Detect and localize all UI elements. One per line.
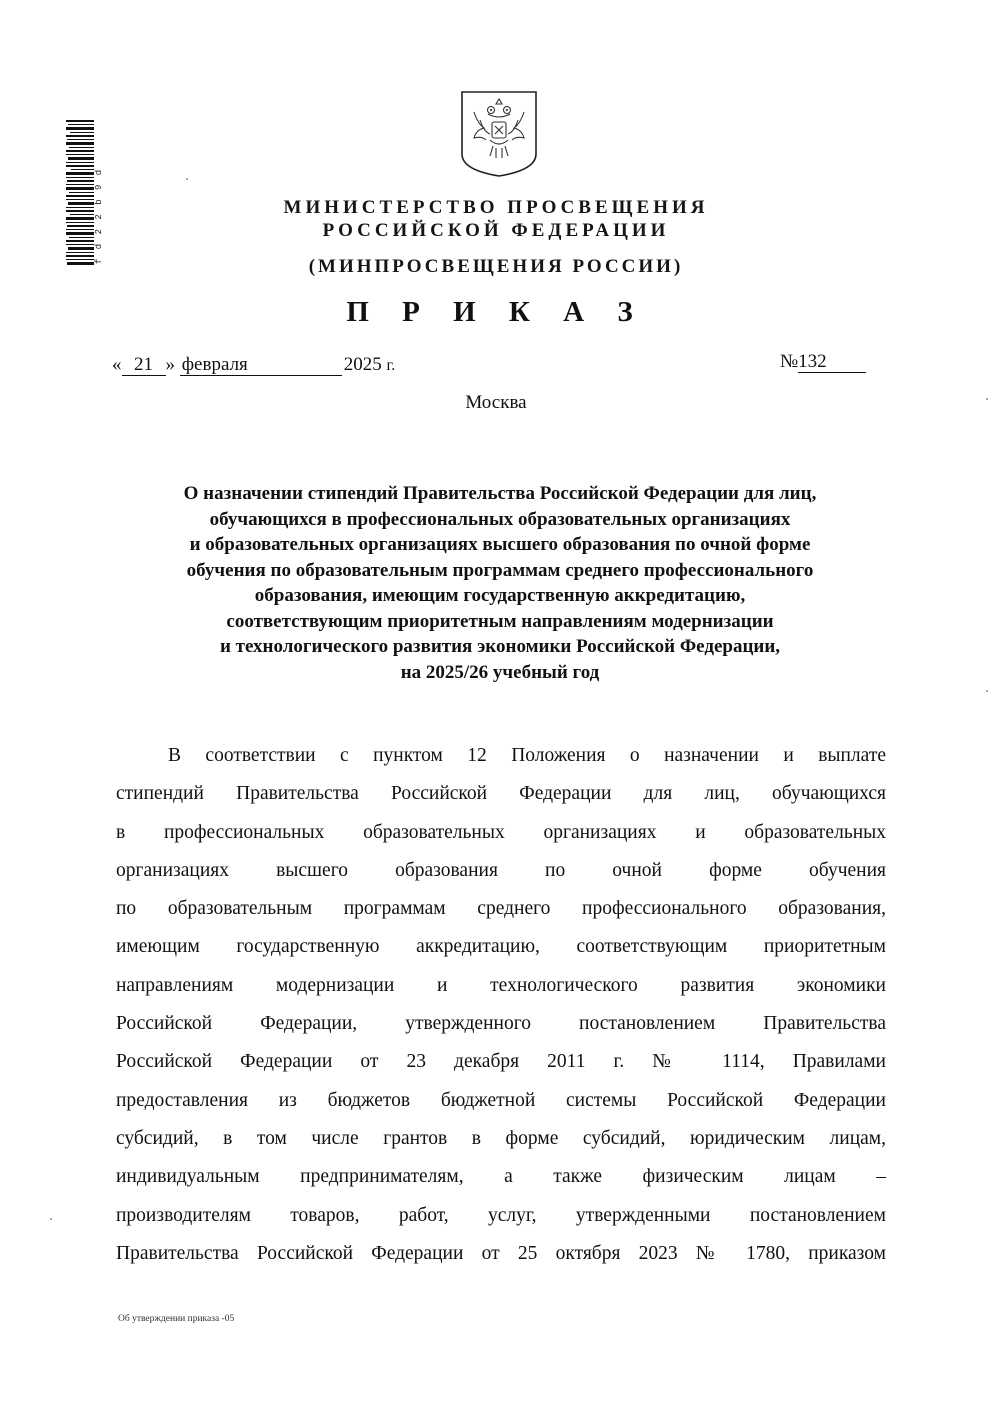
scan-speck: [986, 398, 988, 400]
subject-line: на 2025/26 учебный год: [400, 661, 600, 683]
subject-line: обучения по образовательным программам среднего профессионального: [186, 559, 814, 581]
body-line: по образовательным программам среднего профессионального образования,: [116, 898, 886, 920]
body-line: предоставления из бюджетов бюджетной системы Российской Федерации: [116, 1089, 886, 1111]
date-year-suffix: г.: [386, 357, 396, 374]
subject-line: О назначении стипендий Правительства Российской Федерации для лиц,: [183, 483, 817, 504]
body-line: стипендий Правительства Российской Федерации для лиц, обучающихся: [116, 783, 886, 805]
date-year: 2025: [343, 354, 382, 375]
body-line: производителям товаров, работ, услуг, утвержденными постановлением: [116, 1204, 886, 1226]
ministry-short-name: (МИНПРОСВЕЩЕНИЯ РОССИИ): [308, 256, 684, 277]
subject-line: соответствующим приоритетным направлениям модернизации: [226, 610, 774, 632]
scan-speck: [50, 1218, 52, 1220]
scan-speck: [186, 178, 188, 180]
body-line: организациях высшего образования по очной форме обучения: [116, 859, 886, 881]
date-month: февраля: [180, 355, 342, 376]
number-value: 132: [798, 352, 866, 373]
city: Москва: [465, 392, 527, 413]
ministry-name-line2: РОССИЙСКОЙ ФЕДЕРАЦИИ: [322, 220, 670, 241]
coat-of-arms-icon: [460, 90, 538, 178]
body-line: Правительства Российской Федерации от 25 октября 2023 № 1780, приказом: [116, 1242, 886, 1264]
subject-line: обучающихся в профессиональных образовательных организациях: [209, 508, 791, 530]
footer-note: Об утверждении приказа -05: [118, 1314, 235, 1324]
order-subject: [100, 481, 900, 685]
body-line: направлениям модернизации и технологического развития экономики: [116, 974, 886, 996]
body-line: в профессиональных образовательных организациях и образовательных: [116, 821, 886, 843]
subject-line: и образовательных организациях высшего образования по очной форме: [189, 534, 811, 555]
body-line: Российской Федерации от 23 декабря 2011 г. № 1114, Правилами: [116, 1051, 886, 1073]
body-line: В соответствии с пунктом 12 Положения о назначении и выплате: [168, 745, 886, 766]
body-line: индивидуальным предпринимателям, а также физическим лицам –: [116, 1166, 886, 1188]
number-sign: №: [780, 351, 799, 372]
body-paragraph: [116, 737, 886, 1273]
body-line: субсидий, в том числе грантов в форме субсидий, юридическим лицам,: [116, 1127, 886, 1149]
body-line: Российской Федерации, утвержденного постановлением Правительства: [116, 1013, 886, 1035]
subject-line: и технологического развития экономики Российской Федерации,: [219, 636, 781, 657]
body-line: имеющим государственную аккредитацию, соответствующим приоритетным: [116, 936, 886, 958]
date-open-quote: «: [112, 354, 122, 375]
date-day: 21: [122, 355, 166, 376]
order-date: [112, 354, 395, 376]
order-number: [780, 351, 866, 373]
subject-line: образования, имеющим государственную аккредитацию,: [254, 585, 746, 606]
scan-speck: [986, 690, 988, 692]
date-close-quote: »: [165, 354, 175, 375]
ministry-name-line1: МИНИСТЕРСТВО ПРОСВЕЩЕНИЯ: [283, 197, 709, 218]
document-type-title: П Р И К А З: [346, 296, 646, 328]
barcode-number: f d 2 2 b 9 d: [94, 167, 104, 264]
